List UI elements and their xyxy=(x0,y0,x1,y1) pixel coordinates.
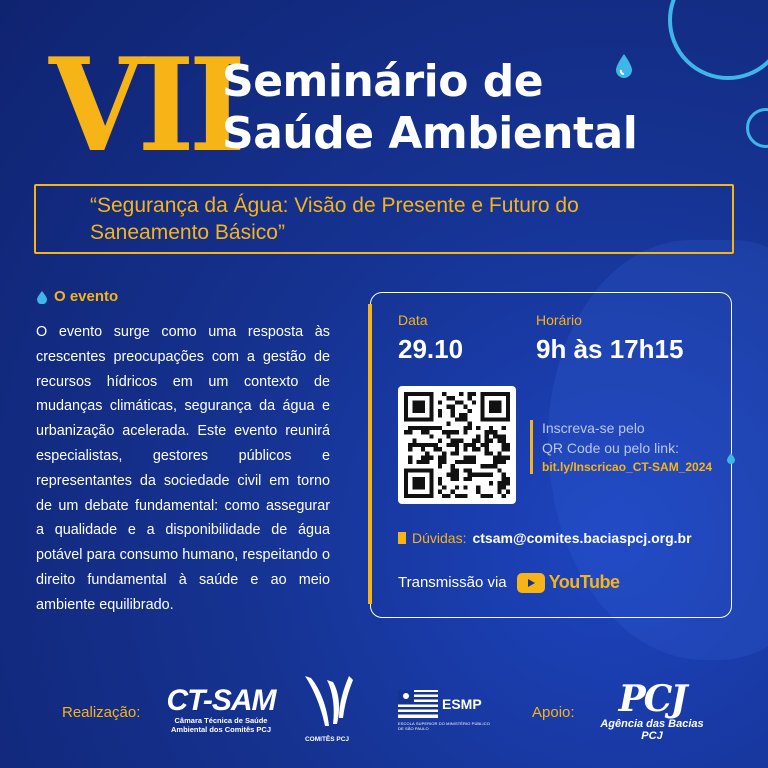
time-value: 9h às 17h15 xyxy=(536,334,684,364)
doubts-row xyxy=(398,530,692,546)
pcj-name: PCJ xyxy=(618,678,686,720)
signup-text xyxy=(542,418,742,458)
stream-label: Transmissão via xyxy=(398,574,507,591)
youtube-wordmark: YouTube xyxy=(548,572,620,592)
ctsam-sub-2: Ambiental dos Comitês PCJ xyxy=(170,725,272,734)
water-drop-icon xyxy=(36,290,48,304)
edition-number: VII xyxy=(49,31,241,181)
esmp-logo xyxy=(398,690,494,731)
esmp-sub: ESCOLA SUPERIOR DO MINISTÉRIO PÚBLICO DE SÃO PAULO xyxy=(398,721,490,731)
doubts-email[interactable]: ctsam@comites.baciaspcj.org.br xyxy=(472,530,692,546)
title-line-2: Saúde Ambiental xyxy=(222,108,638,159)
support-label: Apoio: xyxy=(532,704,575,721)
comites-name: COMITÊS PCJ xyxy=(304,736,350,743)
ctsam-name: CT-SAM xyxy=(166,684,276,717)
stream-row xyxy=(398,572,619,593)
qr-code-icon[interactable] xyxy=(398,386,516,504)
bullet-square xyxy=(398,532,406,544)
signup-line-2: QR Code ou pelo link: xyxy=(542,440,679,456)
pcj-sub: Agência das Bacias PCJ xyxy=(600,718,704,742)
subtitle xyxy=(90,192,690,246)
subtitle-line-1: “Segurança da Água: Visão de Presente e Futuro do xyxy=(90,194,579,217)
signup-line-1: Inscreva-se pelo xyxy=(542,420,645,436)
date-value: 29.10 xyxy=(398,334,464,364)
ctsam-logo xyxy=(162,686,280,734)
realization-label: Realização: xyxy=(62,704,141,721)
section-label: O evento xyxy=(54,288,119,305)
youtube-play-icon xyxy=(517,573,545,593)
youtube-logo[interactable] xyxy=(517,572,620,593)
event-section-heading xyxy=(36,288,118,305)
page-title xyxy=(222,56,637,160)
esmp-name: ESMP xyxy=(442,696,482,712)
signup-accent-bar xyxy=(530,420,533,474)
decorative-ring xyxy=(668,0,768,80)
water-drop-icon xyxy=(726,452,736,464)
event-description: O evento surge como uma resposta às crescentes preocupações com a gestão de recursos hídricos em um contexto de mudanças climáticas, segurança da água e urbanização acelerada. Este evento reunirá especialistas, gestores públicos e representantes da sociedade civil em torno de um debate fundamental: como assegurar a qualidade e a disponibilidade de água potável para consumo humano, respeitando o direito fundamental à saúde e ao meio ambiente equilibrado. xyxy=(36,324,330,613)
doubts-label: Dúvidas: xyxy=(412,530,467,546)
date-label: Data xyxy=(398,312,428,328)
time-label: Horário xyxy=(536,312,582,328)
agencia-pcj-logo xyxy=(592,680,712,742)
qr-code-graphic xyxy=(404,392,510,498)
card-accent-bar xyxy=(368,304,372,604)
title-line-1: Seminário de xyxy=(222,56,544,107)
decorative-ring-small xyxy=(746,108,768,148)
subtitle-line-2: Saneamento Básico” xyxy=(90,221,285,244)
comites-pcj-logo xyxy=(292,672,362,743)
sao-paulo-flag-icon xyxy=(398,690,438,718)
water-drop-icon xyxy=(613,52,635,80)
comites-emblem-icon xyxy=(299,672,355,730)
ctsam-sub-1: Câmara Técnica de Saúde xyxy=(174,716,268,725)
signup-link[interactable]: bit.ly/Inscricao_CT-SAM_2024 xyxy=(542,460,713,474)
